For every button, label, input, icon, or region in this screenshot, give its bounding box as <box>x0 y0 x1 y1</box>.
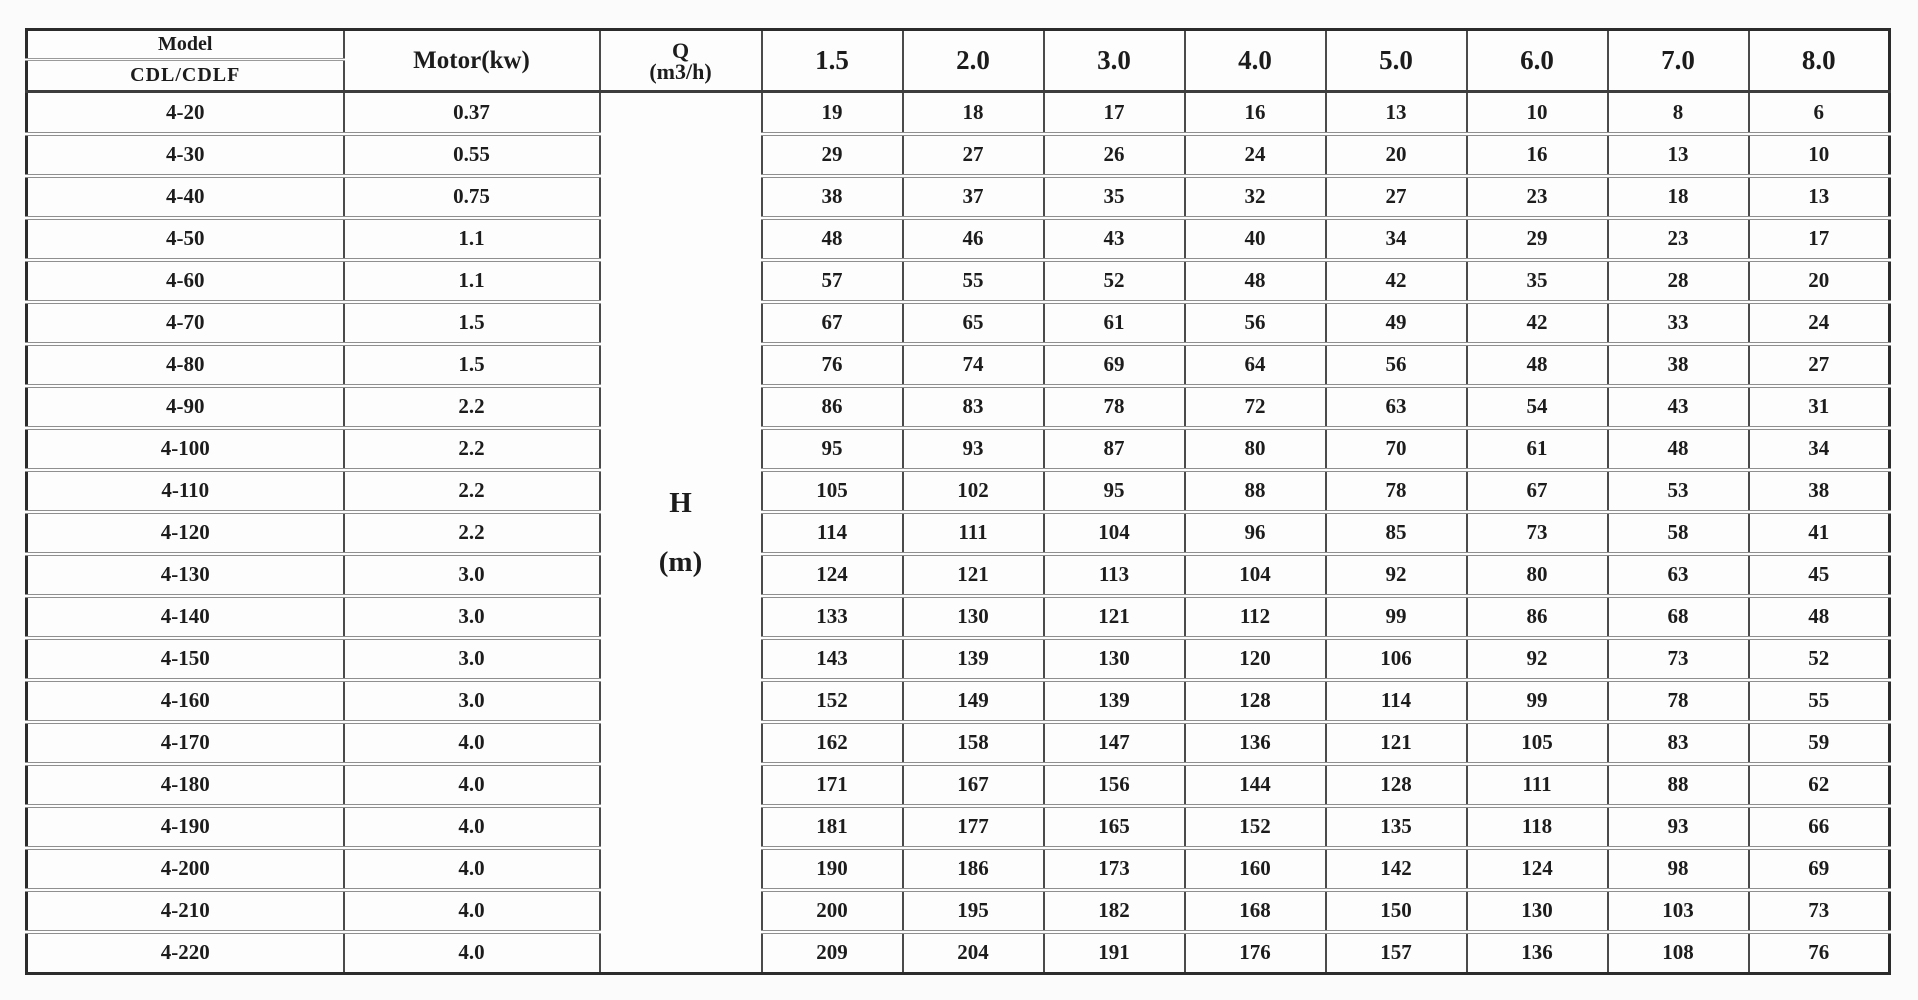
header-flow-column: 5.0 <box>1326 30 1467 92</box>
motor-power-cell: 3.0 <box>344 638 600 680</box>
head-value-cell: 135 <box>1326 806 1467 848</box>
head-value-cell: 13 <box>1608 134 1749 176</box>
head-value-cell: 130 <box>903 596 1044 638</box>
head-value-cell: 38 <box>1749 470 1890 512</box>
head-value-cell: 80 <box>1467 554 1608 596</box>
table-row <box>27 554 1890 596</box>
motor-power-cell: 0.75 <box>344 176 600 218</box>
head-value-cell: 49 <box>1326 302 1467 344</box>
motor-power-cell: 2.2 <box>344 512 600 554</box>
head-value-cell: 10 <box>1467 92 1608 134</box>
head-value-cell: 173 <box>1044 848 1185 890</box>
head-value-cell: 27 <box>903 134 1044 176</box>
model-cell: 4-90 <box>27 386 344 428</box>
table-row <box>27 260 1890 302</box>
head-value-cell: 133 <box>762 596 903 638</box>
head-value-cell: 128 <box>1185 680 1326 722</box>
motor-power-cell: 4.0 <box>344 932 600 974</box>
model-cell: 4-220 <box>27 932 344 974</box>
head-value-cell: 168 <box>1185 890 1326 932</box>
head-value-cell: 177 <box>903 806 1044 848</box>
head-value-cell: 6 <box>1749 92 1890 134</box>
head-value-cell: 46 <box>903 218 1044 260</box>
head-value-cell: 63 <box>1608 554 1749 596</box>
motor-power-cell: 3.0 <box>344 680 600 722</box>
head-value-cell: 13 <box>1326 92 1467 134</box>
head-value-cell: 95 <box>762 428 903 470</box>
motor-power-cell: 1.1 <box>344 218 600 260</box>
motor-power-cell: 4.0 <box>344 722 600 764</box>
head-value-cell: 59 <box>1749 722 1890 764</box>
header-flow-column: 8.0 <box>1749 30 1890 92</box>
head-value-cell: 98 <box>1608 848 1749 890</box>
head-value-cell: 29 <box>1467 218 1608 260</box>
head-value-cell: 176 <box>1185 932 1326 974</box>
header-flow-column: 4.0 <box>1185 30 1326 92</box>
head-value-cell: 152 <box>762 680 903 722</box>
model-cell: 4-50 <box>27 218 344 260</box>
motor-power-cell: 2.2 <box>344 386 600 428</box>
model-cell: 4-20 <box>27 92 344 134</box>
head-value-cell: 54 <box>1467 386 1608 428</box>
head-value-cell: 181 <box>762 806 903 848</box>
head-value-cell: 93 <box>1608 806 1749 848</box>
head-value-cell: 139 <box>1044 680 1185 722</box>
header-flow-q-unit <box>600 30 762 92</box>
header-flow-column: 7.0 <box>1608 30 1749 92</box>
head-value-cell: 31 <box>1749 386 1890 428</box>
head-value-cell: 45 <box>1749 554 1890 596</box>
head-value-cell: 64 <box>1185 344 1326 386</box>
head-value-cell: 160 <box>1185 848 1326 890</box>
motor-power-cell: 4.0 <box>344 848 600 890</box>
model-cell: 4-150 <box>27 638 344 680</box>
head-value-cell: 43 <box>1044 218 1185 260</box>
head-value-cell: 78 <box>1044 386 1185 428</box>
model-cell: 4-80 <box>27 344 344 386</box>
model-cell: 4-120 <box>27 512 344 554</box>
model-cell: 4-210 <box>27 890 344 932</box>
head-value-cell: 121 <box>1044 596 1185 638</box>
head-value-cell: 85 <box>1326 512 1467 554</box>
head-value-cell: 108 <box>1608 932 1749 974</box>
head-value-cell: 28 <box>1608 260 1749 302</box>
head-value-cell: 73 <box>1467 512 1608 554</box>
head-value-cell: 88 <box>1608 764 1749 806</box>
motor-power-cell: 1.5 <box>344 302 600 344</box>
model-cell: 4-190 <box>27 806 344 848</box>
model-cell: 4-100 <box>27 428 344 470</box>
head-value-cell: 157 <box>1326 932 1467 974</box>
head-value-cell: 16 <box>1185 92 1326 134</box>
head-value-cell: 38 <box>762 176 903 218</box>
head-value-cell: 128 <box>1326 764 1467 806</box>
motor-power-cell: 1.1 <box>344 260 600 302</box>
head-value-cell: 105 <box>762 470 903 512</box>
head-value-cell: 86 <box>762 386 903 428</box>
head-value-cell: 136 <box>1467 932 1608 974</box>
model-cell: 4-110 <box>27 470 344 512</box>
table-row <box>27 428 1890 470</box>
head-value-cell: 121 <box>1326 722 1467 764</box>
header-flow-column: 2.0 <box>903 30 1044 92</box>
motor-power-cell: 3.0 <box>344 596 600 638</box>
head-value-cell: 96 <box>1185 512 1326 554</box>
table-row <box>27 344 1890 386</box>
head-value-cell: 17 <box>1044 92 1185 134</box>
head-value-cell: 56 <box>1185 302 1326 344</box>
head-value-cell: 38 <box>1608 344 1749 386</box>
head-value-cell: 83 <box>1608 722 1749 764</box>
head-value-cell: 191 <box>1044 932 1185 974</box>
table-row <box>27 764 1890 806</box>
head-value-cell: 48 <box>762 218 903 260</box>
table-row <box>27 386 1890 428</box>
head-value-cell: 182 <box>1044 890 1185 932</box>
head-value-cell: 103 <box>1608 890 1749 932</box>
head-value-cell: 156 <box>1044 764 1185 806</box>
head-value-cell: 18 <box>1608 176 1749 218</box>
table-row <box>27 722 1890 764</box>
table-row <box>27 134 1890 176</box>
model-cell: 4-70 <box>27 302 344 344</box>
head-value-cell: 83 <box>903 386 1044 428</box>
table-row <box>27 176 1890 218</box>
head-value-cell: 53 <box>1608 470 1749 512</box>
head-value-cell: 29 <box>762 134 903 176</box>
head-value-cell: 23 <box>1608 218 1749 260</box>
head-value-cell: 143 <box>762 638 903 680</box>
model-cell: 4-60 <box>27 260 344 302</box>
table-row <box>27 848 1890 890</box>
head-value-cell: 35 <box>1044 176 1185 218</box>
head-value-cell: 118 <box>1467 806 1608 848</box>
head-value-cell: 67 <box>1467 470 1608 512</box>
head-value-cell: 26 <box>1044 134 1185 176</box>
head-value-cell: 147 <box>1044 722 1185 764</box>
table-row <box>27 932 1890 974</box>
head-value-cell: 41 <box>1749 512 1890 554</box>
table-row <box>27 890 1890 932</box>
head-value-cell: 24 <box>1749 302 1890 344</box>
head-value-cell: 66 <box>1749 806 1890 848</box>
head-value-cell: 111 <box>1467 764 1608 806</box>
head-value-cell: 42 <box>1467 302 1608 344</box>
head-value-cell: 73 <box>1749 890 1890 932</box>
header-model-series: CDL/CDLF <box>27 60 344 92</box>
head-value-cell: 34 <box>1749 428 1890 470</box>
head-value-cell: 63 <box>1326 386 1467 428</box>
model-cell: 4-170 <box>27 722 344 764</box>
head-value-cell: 8 <box>1608 92 1749 134</box>
head-value-cell: 52 <box>1044 260 1185 302</box>
head-value-cell: 120 <box>1185 638 1326 680</box>
head-value-cell: 37 <box>903 176 1044 218</box>
head-value-cell: 20 <box>1326 134 1467 176</box>
head-value-cell: 106 <box>1326 638 1467 680</box>
model-cell: 4-160 <box>27 680 344 722</box>
head-value-cell: 171 <box>762 764 903 806</box>
table-row <box>27 596 1890 638</box>
head-value-cell: 139 <box>903 638 1044 680</box>
head-value-cell: 92 <box>1467 638 1608 680</box>
head-value-cell: 111 <box>903 512 1044 554</box>
head-value-cell: 42 <box>1326 260 1467 302</box>
head-value-cell: 48 <box>1749 596 1890 638</box>
head-symbol: H <box>669 486 692 519</box>
motor-power-cell: 0.37 <box>344 92 600 134</box>
head-value-cell: 136 <box>1185 722 1326 764</box>
head-value-cell: 76 <box>1749 932 1890 974</box>
head-value-cell: 124 <box>1467 848 1608 890</box>
head-value-cell: 13 <box>1749 176 1890 218</box>
head-value-cell: 186 <box>903 848 1044 890</box>
head-value-cell: 195 <box>903 890 1044 932</box>
head-value-cell: 56 <box>1326 344 1467 386</box>
head-value-cell: 72 <box>1185 386 1326 428</box>
motor-power-cell: 0.55 <box>344 134 600 176</box>
head-value-cell: 99 <box>1467 680 1608 722</box>
head-value-cell: 40 <box>1185 218 1326 260</box>
head-value-cell: 78 <box>1608 680 1749 722</box>
head-value-cell: 24 <box>1185 134 1326 176</box>
head-value-cell: 23 <box>1467 176 1608 218</box>
table-body <box>27 92 1890 974</box>
head-value-cell: 18 <box>903 92 1044 134</box>
head-value-cell: 86 <box>1467 596 1608 638</box>
head-value-cell: 57 <box>762 260 903 302</box>
head-value-cell: 74 <box>903 344 1044 386</box>
header-flow-column: 3.0 <box>1044 30 1185 92</box>
head-value-cell: 105 <box>1467 722 1608 764</box>
head-value-cell: 58 <box>1608 512 1749 554</box>
head-value-cell: 88 <box>1185 470 1326 512</box>
model-cell: 4-140 <box>27 596 344 638</box>
motor-power-cell: 4.0 <box>344 890 600 932</box>
motor-power-cell: 4.0 <box>344 806 600 848</box>
model-cell: 4-40 <box>27 176 344 218</box>
motor-power-cell: 3.0 <box>344 554 600 596</box>
head-value-cell: 200 <box>762 890 903 932</box>
head-value-cell: 95 <box>1044 470 1185 512</box>
head-value-cell: 190 <box>762 848 903 890</box>
head-value-cell: 43 <box>1608 386 1749 428</box>
head-value-cell: 73 <box>1608 638 1749 680</box>
head-value-cell: 32 <box>1185 176 1326 218</box>
head-value-cell: 65 <box>903 302 1044 344</box>
table-row <box>27 92 1890 134</box>
head-value-cell: 48 <box>1467 344 1608 386</box>
head-value-cell: 209 <box>762 932 903 974</box>
head-value-cell: 80 <box>1185 428 1326 470</box>
head-value-cell: 55 <box>903 260 1044 302</box>
motor-power-cell: 2.2 <box>344 428 600 470</box>
head-value-cell: 67 <box>762 302 903 344</box>
head-value-cell: 87 <box>1044 428 1185 470</box>
header-flow-column: 1.5 <box>762 30 903 92</box>
head-value-cell: 114 <box>762 512 903 554</box>
header-motor-kw: Motor(kw) <box>344 30 600 92</box>
head-value-cell: 167 <box>903 764 1044 806</box>
head-value-cell: 130 <box>1044 638 1185 680</box>
head-value-cell: 52 <box>1749 638 1890 680</box>
head-value-cell: 144 <box>1185 764 1326 806</box>
table-row <box>27 638 1890 680</box>
head-value-cell: 76 <box>762 344 903 386</box>
head-value-cell: 34 <box>1326 218 1467 260</box>
head-value-cell: 16 <box>1467 134 1608 176</box>
model-cell: 4-30 <box>27 134 344 176</box>
table-row <box>27 218 1890 260</box>
header-q-unit: (m3/h) <box>649 58 712 84</box>
head-value-cell: 152 <box>1185 806 1326 848</box>
head-value-cell: 99 <box>1326 596 1467 638</box>
head-value-cell: 33 <box>1608 302 1749 344</box>
head-value-cell: 104 <box>1044 512 1185 554</box>
head-value-cell: 102 <box>903 470 1044 512</box>
head-value-cell: 150 <box>1326 890 1467 932</box>
model-cell: 4-200 <box>27 848 344 890</box>
head-value-cell: 48 <box>1185 260 1326 302</box>
head-value-cell: 19 <box>762 92 903 134</box>
head-value-cell: 10 <box>1749 134 1890 176</box>
head-value-cell: 104 <box>1185 554 1326 596</box>
header-q-symbol: Q <box>671 37 690 63</box>
table-row <box>27 680 1890 722</box>
head-value-cell: 124 <box>762 554 903 596</box>
head-value-cell: 68 <box>1608 596 1749 638</box>
head-value-cell: 55 <box>1749 680 1890 722</box>
head-value-cell: 69 <box>1749 848 1890 890</box>
head-value-cell: 62 <box>1749 764 1890 806</box>
head-value-cell: 69 <box>1044 344 1185 386</box>
head-value-cell: 78 <box>1326 470 1467 512</box>
head-value-cell: 113 <box>1044 554 1185 596</box>
header-model: Model <box>27 30 344 60</box>
motor-power-cell: 2.2 <box>344 470 600 512</box>
head-value-cell: 158 <box>903 722 1044 764</box>
head-value-cell: 92 <box>1326 554 1467 596</box>
head-value-cell: 149 <box>903 680 1044 722</box>
head-value-cell: 61 <box>1044 302 1185 344</box>
head-unit-merged-cell <box>600 92 762 974</box>
header-flow-column: 6.0 <box>1467 30 1608 92</box>
head-value-cell: 70 <box>1326 428 1467 470</box>
head-value-cell: 27 <box>1326 176 1467 218</box>
head-value-cell: 130 <box>1467 890 1608 932</box>
head-value-cell: 61 <box>1467 428 1608 470</box>
head-value-cell: 114 <box>1326 680 1467 722</box>
table-header <box>27 30 1890 92</box>
head-value-cell: 93 <box>903 428 1044 470</box>
head-unit: (m) <box>658 545 703 578</box>
head-value-cell: 17 <box>1749 218 1890 260</box>
motor-power-cell: 4.0 <box>344 764 600 806</box>
head-value-cell: 48 <box>1608 428 1749 470</box>
table-row <box>27 806 1890 848</box>
model-cell: 4-180 <box>27 764 344 806</box>
head-value-cell: 27 <box>1749 344 1890 386</box>
table-row <box>27 302 1890 344</box>
head-value-cell: 204 <box>903 932 1044 974</box>
head-value-cell: 162 <box>762 722 903 764</box>
pump-spec-table <box>25 28 1891 975</box>
head-value-cell: 112 <box>1185 596 1326 638</box>
head-value-cell: 142 <box>1326 848 1467 890</box>
head-value-cell: 121 <box>903 554 1044 596</box>
motor-power-cell: 1.5 <box>344 344 600 386</box>
table-row <box>27 512 1890 554</box>
head-value-cell: 20 <box>1749 260 1890 302</box>
table-row <box>27 470 1890 512</box>
head-value-cell: 165 <box>1044 806 1185 848</box>
head-value-cell: 35 <box>1467 260 1608 302</box>
model-cell: 4-130 <box>27 554 344 596</box>
